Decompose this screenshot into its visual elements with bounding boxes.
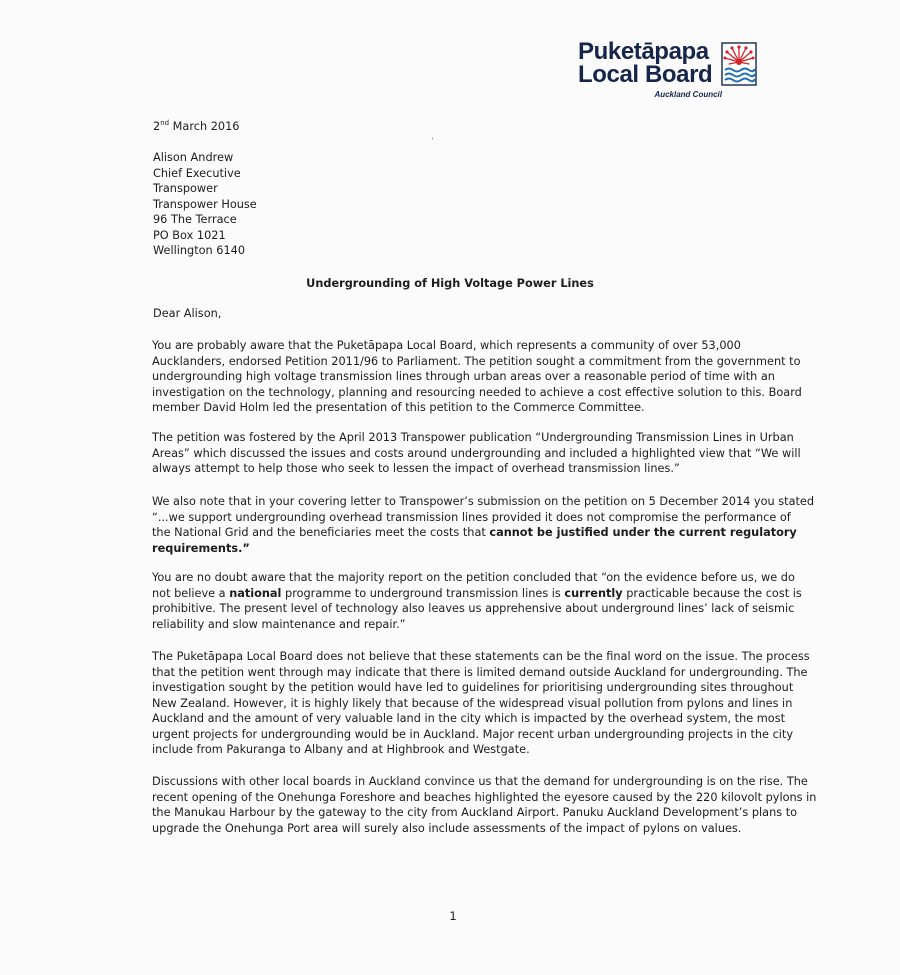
address-line: Transpower [153, 182, 218, 195]
text-line: You are probably aware that the Puketāpapa Local Board, which represents a community of over 53,000 [152, 339, 741, 352]
text-line: investigation sought by the petition would have led to guidelines for prioritising undergrounding sites throughout [152, 681, 794, 694]
text-line: The Puketāpapa Local Board does not believe that these statements can be the final word on the issue. The process [152, 650, 810, 663]
text-line: We also note that in your covering letter to Transpower’s submission on the petition on 5 December 2014 you stated [152, 495, 815, 508]
logo-title-line1: Puketāpapa [578, 38, 709, 65]
paragraph-board-position [152, 649, 810, 758]
paragraph-covering-letter [152, 494, 814, 556]
text-line: You are no doubt aware that the majority report on the petition concluded that “on the evidence before us, we do [152, 571, 795, 584]
text-line: Discussions with other local boards in Auckland convince us that the demand for undergrounding is on the rise. The [152, 775, 808, 788]
paragraph-local-boards-demand [152, 774, 816, 836]
text-line: that the petition went through may indicate that there is limited demand outside Auckland for undergrounding. The [152, 665, 808, 679]
letter-greeting: Dear Alison, [153, 307, 222, 320]
page-number: 1 [449, 909, 457, 923]
logo-title-line2: Local Board [578, 61, 713, 88]
text-line: the Manukau Harbour by the gateway to the city from Auckland Airport. Panuku Auckland Development’s plans to [152, 806, 798, 819]
text-line: upgrade the Onehunga Port area will surely also include assessments of the impact of pylons on values. [152, 821, 742, 835]
text-line: the National Grid and the beneficiaries meet the costs that cannot be justified under the current regulatory [152, 526, 797, 539]
text-line: Auckland and the amount of very valuable land in the city which is impacted by the overhead system, the most [152, 712, 786, 725]
scan-speck [432, 137, 433, 140]
paragraph-petition [152, 338, 802, 416]
pohutukawa-emblem-icon [721, 42, 757, 86]
text-line: prohibitive. The present level of technology also leaves us apprehensive about underground lines’ lack of seismic [152, 602, 795, 615]
address-line: PO Box 1021 [153, 228, 226, 242]
paragraph-transpower-publication [152, 430, 801, 477]
text-line: always attempt to help those who seek to lessen the impact of overhead transmission lines.” [152, 462, 680, 475]
letter-date: 2nd March 2016 [153, 119, 240, 133]
paragraph-majority-report [152, 570, 802, 632]
text-line: reliability and slow maintenance and repair.” [152, 617, 406, 631]
text-line: investigation on the technology, planning and resourcing needed to achieve a cost effective solution to this. Board [152, 385, 802, 399]
logo-subtitle: Auckland Council [654, 90, 722, 99]
text-line: include from Pakuranga to Albany and at Highbrook and Westgate. [152, 743, 530, 756]
text-line: Areas” which discussed the issues and costs around undergrounding and included a highlighted view that “We will [152, 446, 801, 460]
letterhead-logo [578, 40, 768, 100]
text-line: Aucklanders, endorsed Petition 2011/96 to Parliament. The petition sought a commitment from the government to [152, 354, 801, 368]
text-line: member David Holm led the presentation of this petition to the Commerce Committee. [152, 401, 645, 414]
address-line: Alison Andrew [153, 151, 234, 164]
text-line: requirements.” [152, 541, 250, 555]
letter-subject: Undergrounding of High Voltage Power Lines [306, 277, 594, 290]
text-line: New Zealand. However, it is highly likely that because of the widespread visual pollution from pylons and lines in [152, 696, 793, 710]
text-line: undergrounding high voltage transmission lines through urban areas over a reasonable period of time with an [152, 370, 775, 383]
address-line: 96 The Terrace [153, 213, 237, 226]
text-line: not believe a national programme to underground transmission lines is currently practicable because the cost is [152, 586, 802, 600]
address-line: Wellington 6140 [153, 244, 246, 257]
address-line: Transpower House [153, 197, 257, 211]
recipient-address [153, 150, 257, 259]
text-line: urgent projects for undergrounding would be in Auckland. Major recent urban undergrounding projects in the city [152, 727, 794, 741]
text-line: recent opening of the Onehunga Foreshore and beaches highlighted the eyesore caused by the 220 kilovolt pylons in [152, 790, 817, 804]
text-line: The petition was fostered by the April 2013 Transpower publication “Undergrounding Transmission Lines in Urban [152, 431, 794, 444]
address-line: Chief Executive [153, 166, 241, 180]
text-line: “...we support undergrounding overhead transmission lines provided it does not compromise the performance of [152, 510, 791, 524]
